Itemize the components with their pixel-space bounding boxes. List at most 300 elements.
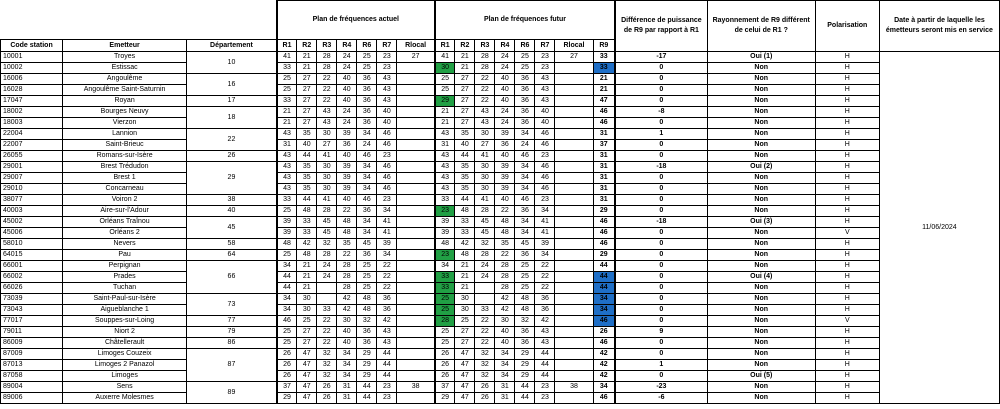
future-freq-cell: 33 <box>435 272 455 283</box>
future-freq-cell <box>555 371 593 382</box>
header-departement: Département <box>187 40 277 52</box>
header-future-r7: R7 <box>535 40 555 52</box>
current-freq-cell: 27 <box>297 107 317 118</box>
emetteur-cell: Aire-sur-l'Adour <box>63 206 187 217</box>
future-freq-cell: 21 <box>455 63 475 74</box>
table-row <box>1 382 1000 393</box>
emetteur-cell: Châtellerault <box>63 338 187 349</box>
future-freq-cell: 33 <box>435 283 455 294</box>
current-freq-cell: 24 <box>337 118 357 129</box>
current-freq-cell: 48 <box>277 239 297 250</box>
current-freq-cell: 36 <box>357 74 377 85</box>
departement-cell: 10 <box>187 52 277 74</box>
current-freq-cell: 33 <box>297 217 317 228</box>
future-freq-cell: 21 <box>455 272 475 283</box>
code-station-cell: 66026 <box>1 283 63 294</box>
polarisation-cell: H <box>815 140 879 151</box>
radiation-different-cell: Non <box>707 349 815 360</box>
future-r9-cell: 44 <box>593 272 615 283</box>
table-row <box>1 371 1000 382</box>
departement-cell: 58 <box>187 239 277 250</box>
code-station-cell: 73039 <box>1 294 63 305</box>
current-freq-cell: 23 <box>377 52 397 63</box>
future-freq-cell: 28 <box>475 250 495 261</box>
future-freq-cell: 25 <box>515 52 535 63</box>
current-freq-cell: 27 <box>297 327 317 338</box>
power-difference-cell: -18 <box>615 162 707 173</box>
current-freq-cell: 24 <box>357 140 377 151</box>
header-current-r7: R7 <box>377 40 397 52</box>
future-freq-cell: 27 <box>455 74 475 85</box>
radiation-different-cell: Non <box>707 151 815 162</box>
polarisation-cell: H <box>815 239 879 250</box>
current-freq-cell: 21 <box>297 261 317 272</box>
radiation-different-cell: Non <box>707 228 815 239</box>
current-freq-cell: 43 <box>377 338 397 349</box>
future-r9-cell: 34 <box>593 294 615 305</box>
emetteur-cell: Pau <box>63 250 187 261</box>
future-freq-cell: 33 <box>455 217 475 228</box>
departement-cell: 38 <box>187 195 277 206</box>
radiation-different-cell: Non <box>707 96 815 107</box>
radiation-different-cell: Oui (1) <box>707 52 815 63</box>
table-row <box>1 305 1000 316</box>
current-freq-cell: 30 <box>297 305 317 316</box>
code-station-cell: 16028 <box>1 85 63 96</box>
future-freq-cell: 30 <box>475 173 495 184</box>
current-freq-cell: 25 <box>277 338 297 349</box>
current-freq-cell: 39 <box>337 129 357 140</box>
current-freq-cell: 28 <box>317 250 337 261</box>
table-row <box>1 250 1000 261</box>
current-freq-cell: 30 <box>297 294 317 305</box>
current-freq-cell: 31 <box>277 140 297 151</box>
current-freq-cell: 44 <box>357 393 377 404</box>
future-freq-cell <box>555 250 593 261</box>
current-freq-cell: 23 <box>377 151 397 162</box>
radiation-different-cell: Non <box>707 74 815 85</box>
emetteur-cell: Voiron 2 <box>63 195 187 206</box>
current-freq-cell <box>397 305 435 316</box>
future-freq-cell: 22 <box>535 272 555 283</box>
future-r9-cell: 31 <box>593 195 615 206</box>
current-freq-cell <box>397 129 435 140</box>
departement-cell: 89 <box>187 382 277 404</box>
future-freq-cell: 29 <box>515 371 535 382</box>
current-freq-cell: 36 <box>357 107 377 118</box>
departement-cell: 64 <box>187 250 277 261</box>
current-freq-cell: 22 <box>317 74 337 85</box>
polarisation-cell: H <box>815 349 879 360</box>
future-r9-cell: 46 <box>593 228 615 239</box>
future-freq-cell: 47 <box>455 360 475 371</box>
polarisation-cell: H <box>815 151 879 162</box>
current-freq-cell: 40 <box>377 107 397 118</box>
header-future-r4: R4 <box>495 40 515 52</box>
current-freq-cell: 41 <box>317 195 337 206</box>
future-freq-cell <box>555 96 593 107</box>
future-freq-cell: 22 <box>475 338 495 349</box>
current-freq-cell: 30 <box>317 184 337 195</box>
future-freq-cell: 44 <box>455 151 475 162</box>
current-freq-cell: 22 <box>377 272 397 283</box>
future-freq-cell: 24 <box>495 52 515 63</box>
current-freq-cell: 44 <box>297 195 317 206</box>
current-freq-cell <box>397 228 435 239</box>
current-freq-cell: 47 <box>297 382 317 393</box>
current-freq-cell: 28 <box>317 52 337 63</box>
emetteur-cell: Troyes <box>63 52 187 63</box>
current-freq-cell: 34 <box>277 261 297 272</box>
future-freq-cell: 43 <box>435 173 455 184</box>
future-freq-cell: 34 <box>515 129 535 140</box>
radiation-different-cell: Non <box>707 239 815 250</box>
current-freq-cell: 43 <box>377 96 397 107</box>
future-freq-cell: 39 <box>495 129 515 140</box>
current-freq-cell: 30 <box>317 129 337 140</box>
emetteur-cell: Estissac <box>63 63 187 74</box>
future-freq-cell <box>555 338 593 349</box>
current-freq-cell: 35 <box>297 184 317 195</box>
current-freq-cell: 46 <box>357 151 377 162</box>
future-freq-cell: 30 <box>475 129 495 140</box>
power-difference-cell: 1 <box>615 129 707 140</box>
current-freq-cell: 31 <box>337 382 357 393</box>
current-freq-cell: 27 <box>397 52 435 63</box>
power-difference-cell: 0 <box>615 63 707 74</box>
current-freq-cell: 40 <box>337 195 357 206</box>
current-freq-cell: 36 <box>337 140 357 151</box>
current-freq-cell: 39 <box>377 239 397 250</box>
current-freq-cell: 34 <box>377 206 397 217</box>
current-freq-cell: 29 <box>357 371 377 382</box>
radiation-different-cell: Non <box>707 173 815 184</box>
departement-cell: 66 <box>187 261 277 294</box>
future-freq-cell: 39 <box>495 162 515 173</box>
code-station-cell: 86009 <box>1 338 63 349</box>
future-freq-cell: 41 <box>535 217 555 228</box>
current-freq-cell: 44 <box>377 349 397 360</box>
future-freq-cell: 24 <box>495 63 515 74</box>
code-station-cell: 29010 <box>1 184 63 195</box>
power-difference-cell: 0 <box>615 261 707 272</box>
current-freq-cell <box>397 184 435 195</box>
future-freq-cell: 31 <box>435 140 455 151</box>
table-row <box>1 283 1000 294</box>
future-freq-cell: 28 <box>475 52 495 63</box>
current-freq-cell: 36 <box>357 338 377 349</box>
current-freq-cell: 22 <box>337 206 357 217</box>
header-future-r6: R6 <box>515 40 535 52</box>
header-future-r2: R2 <box>455 40 475 52</box>
future-freq-cell: 32 <box>475 371 495 382</box>
power-difference-cell: 0 <box>615 151 707 162</box>
power-difference-cell: 0 <box>615 118 707 129</box>
table-row <box>1 239 1000 250</box>
future-freq-cell: 27 <box>555 52 593 63</box>
future-freq-cell <box>555 85 593 96</box>
code-station-cell: 40003 <box>1 206 63 217</box>
emetteur-cell: Angoulême <box>63 74 187 85</box>
table-row <box>1 52 1000 63</box>
current-freq-cell: 39 <box>277 228 297 239</box>
current-freq-cell <box>397 217 435 228</box>
radiation-different-cell: Oui (5) <box>707 371 815 382</box>
radiation-different-cell: Non <box>707 118 815 129</box>
future-freq-cell: 33 <box>455 228 475 239</box>
table-row <box>1 162 1000 173</box>
future-freq-cell: 26 <box>435 371 455 382</box>
emetteur-cell: Concarneau <box>63 184 187 195</box>
current-freq-cell: 34 <box>357 162 377 173</box>
current-freq-cell: 33 <box>277 63 297 74</box>
future-freq-cell: 45 <box>475 228 495 239</box>
current-freq-cell: 33 <box>277 96 297 107</box>
power-difference-cell: 0 <box>615 195 707 206</box>
future-freq-cell: 22 <box>475 85 495 96</box>
polarisation-cell: H <box>815 107 879 118</box>
future-freq-cell: 43 <box>435 129 455 140</box>
future-freq-cell: 22 <box>475 316 495 327</box>
current-freq-cell: 32 <box>317 360 337 371</box>
future-freq-cell: 34 <box>535 250 555 261</box>
polarisation-cell: H <box>815 261 879 272</box>
header-code-station: Code station <box>1 40 63 52</box>
future-freq-cell: 43 <box>535 338 555 349</box>
table-row <box>1 228 1000 239</box>
future-freq-cell: 34 <box>515 184 535 195</box>
future-r9-cell: 21 <box>593 85 615 96</box>
radiation-different-cell: Non <box>707 316 815 327</box>
future-freq-cell: 36 <box>515 96 535 107</box>
code-station-cell: 29007 <box>1 173 63 184</box>
future-r9-cell: 31 <box>593 184 615 195</box>
current-freq-cell: 48 <box>337 217 357 228</box>
polarisation-cell: H <box>815 360 879 371</box>
emetteur-cell: Aigueblanche 1 <box>63 305 187 316</box>
current-freq-cell: 47 <box>297 349 317 360</box>
emetteur-cell: Perpignan <box>63 261 187 272</box>
radiation-different-cell: Non <box>707 140 815 151</box>
future-freq-cell: 47 <box>455 382 475 393</box>
current-freq-cell: 42 <box>377 316 397 327</box>
group-header-future: Plan de fréquences futur <box>435 1 615 40</box>
future-freq-cell <box>555 393 593 404</box>
future-freq-cell: 41 <box>435 52 455 63</box>
future-freq-cell: 34 <box>515 217 535 228</box>
current-freq-cell: 40 <box>337 338 357 349</box>
emetteur-cell: Nevers <box>63 239 187 250</box>
current-freq-cell: 36 <box>357 250 377 261</box>
future-freq-cell: 30 <box>475 162 495 173</box>
power-difference-cell: 0 <box>615 283 707 294</box>
current-freq-cell: 25 <box>277 74 297 85</box>
current-freq-cell: 31 <box>337 393 357 404</box>
emetteur-cell: Saint-Paul-sur-Isère <box>63 294 187 305</box>
future-freq-cell: 25 <box>435 294 455 305</box>
current-freq-cell: 24 <box>317 261 337 272</box>
future-freq-cell: 39 <box>495 184 515 195</box>
future-freq-cell <box>555 294 593 305</box>
emetteur-cell: Tuchan <box>63 283 187 294</box>
future-freq-cell: 27 <box>475 140 495 151</box>
future-freq-cell: 23 <box>435 206 455 217</box>
future-freq-cell: 32 <box>475 360 495 371</box>
current-freq-cell: 36 <box>357 85 377 96</box>
future-r9-cell: 31 <box>593 173 615 184</box>
current-freq-cell <box>397 239 435 250</box>
table-row <box>1 107 1000 118</box>
power-difference-cell: -23 <box>615 382 707 393</box>
future-freq-cell: 21 <box>455 52 475 63</box>
future-freq-cell: 44 <box>535 371 555 382</box>
current-freq-cell: 22 <box>337 250 357 261</box>
future-freq-cell: 25 <box>435 327 455 338</box>
polarisation-cell: H <box>815 206 879 217</box>
code-station-cell: 87013 <box>1 360 63 371</box>
code-station-cell: 87009 <box>1 349 63 360</box>
header-future-r1: R1 <box>435 40 455 52</box>
power-difference-cell: 0 <box>615 184 707 195</box>
power-difference-cell: 9 <box>615 327 707 338</box>
future-freq-cell: 36 <box>515 206 535 217</box>
current-freq-cell: 41 <box>317 151 337 162</box>
power-difference-cell: 0 <box>615 140 707 151</box>
departement-cell: 86 <box>187 338 277 349</box>
table-row <box>1 217 1000 228</box>
current-freq-cell: 46 <box>357 195 377 206</box>
future-freq-cell: 46 <box>535 162 555 173</box>
current-freq-cell: 43 <box>377 74 397 85</box>
future-freq-cell: 40 <box>495 195 515 206</box>
future-freq-cell: 22 <box>475 327 495 338</box>
polarisation-cell: H <box>815 294 879 305</box>
current-freq-cell: 40 <box>337 96 357 107</box>
future-r9-cell: 33 <box>593 63 615 74</box>
radiation-different-cell: Non <box>707 206 815 217</box>
current-freq-cell: 43 <box>377 85 397 96</box>
radiation-different-cell: Non <box>707 107 815 118</box>
current-freq-cell: 35 <box>297 162 317 173</box>
future-freq-cell <box>555 140 593 151</box>
future-freq-cell: 46 <box>535 140 555 151</box>
current-freq-cell: 28 <box>337 283 357 294</box>
future-freq-cell: 27 <box>455 118 475 129</box>
future-freq-cell: 36 <box>515 85 535 96</box>
polarisation-cell: V <box>815 228 879 239</box>
current-freq-cell: 27 <box>297 74 317 85</box>
current-freq-cell <box>397 63 435 74</box>
header-current-r2: R2 <box>297 40 317 52</box>
polarisation-cell: H <box>815 96 879 107</box>
current-freq-cell: 47 <box>297 393 317 404</box>
future-freq-cell: 34 <box>435 261 455 272</box>
future-freq-cell: 25 <box>515 63 535 74</box>
current-freq-cell <box>397 261 435 272</box>
current-freq-cell: 24 <box>337 107 357 118</box>
current-freq-cell <box>317 283 337 294</box>
current-freq-cell: 34 <box>357 129 377 140</box>
header-current-r1: R1 <box>277 40 297 52</box>
future-freq-cell <box>555 206 593 217</box>
current-freq-cell: 23 <box>377 382 397 393</box>
current-freq-cell: 25 <box>277 206 297 217</box>
header-future-rlocal: Rlocal <box>555 40 593 52</box>
code-station-cell: 22007 <box>1 140 63 151</box>
future-freq-cell: 25 <box>435 305 455 316</box>
emetteur-cell: Limoges Couzeix <box>63 349 187 360</box>
future-freq-cell: 33 <box>435 195 455 206</box>
future-freq-cell: 39 <box>495 173 515 184</box>
current-freq-cell: 22 <box>377 283 397 294</box>
current-freq-cell: 21 <box>297 283 317 294</box>
current-freq-cell: 22 <box>317 85 337 96</box>
current-freq-cell <box>397 85 435 96</box>
future-freq-cell: 26 <box>435 349 455 360</box>
current-freq-cell: 46 <box>377 140 397 151</box>
current-freq-cell: 36 <box>357 118 377 129</box>
current-freq-cell: 25 <box>277 250 297 261</box>
current-freq-cell: 22 <box>317 96 337 107</box>
current-freq-cell: 21 <box>297 272 317 283</box>
current-freq-cell: 43 <box>277 151 297 162</box>
code-station-cell: 45002 <box>1 217 63 228</box>
code-station-cell: 16006 <box>1 74 63 85</box>
future-r9-cell: 46 <box>593 217 615 228</box>
code-station-cell: 79011 <box>1 327 63 338</box>
current-freq-cell: 41 <box>377 217 397 228</box>
future-freq-cell: 44 <box>515 382 535 393</box>
current-freq-cell <box>397 162 435 173</box>
future-freq-cell <box>555 74 593 85</box>
power-difference-cell: 0 <box>615 173 707 184</box>
future-freq-cell <box>555 327 593 338</box>
polarisation-cell: H <box>815 173 879 184</box>
future-r9-cell: 44 <box>593 283 615 294</box>
table-row <box>1 85 1000 96</box>
future-freq-cell <box>555 349 593 360</box>
future-freq-cell <box>555 261 593 272</box>
current-freq-cell <box>397 283 435 294</box>
future-freq-cell: 42 <box>495 305 515 316</box>
current-freq-cell: 38 <box>397 382 435 393</box>
power-difference-cell: -8 <box>615 107 707 118</box>
header-current-r4: R4 <box>337 40 357 52</box>
future-freq-cell: 38 <box>555 382 593 393</box>
future-freq-cell: 48 <box>455 250 475 261</box>
current-freq-cell <box>397 140 435 151</box>
current-freq-cell: 29 <box>357 360 377 371</box>
table-row <box>1 129 1000 140</box>
emetteur-cell: Vierzon <box>63 118 187 129</box>
current-freq-cell: 22 <box>377 261 397 272</box>
future-freq-cell <box>555 360 593 371</box>
future-freq-cell: 46 <box>535 173 555 184</box>
header-current-rlocal: Rlocal <box>397 40 435 52</box>
current-freq-cell <box>397 338 435 349</box>
code-station-cell: 58010 <box>1 239 63 250</box>
future-freq-cell: 25 <box>515 261 535 272</box>
current-freq-cell: 43 <box>377 327 397 338</box>
current-freq-cell: 21 <box>297 63 317 74</box>
current-freq-cell <box>397 107 435 118</box>
emetteur-cell: Limoges <box>63 371 187 382</box>
future-r9-cell: 42 <box>593 360 615 371</box>
current-freq-cell: 44 <box>297 151 317 162</box>
polarisation-cell: H <box>815 217 879 228</box>
current-freq-cell <box>397 272 435 283</box>
table-row <box>1 74 1000 85</box>
